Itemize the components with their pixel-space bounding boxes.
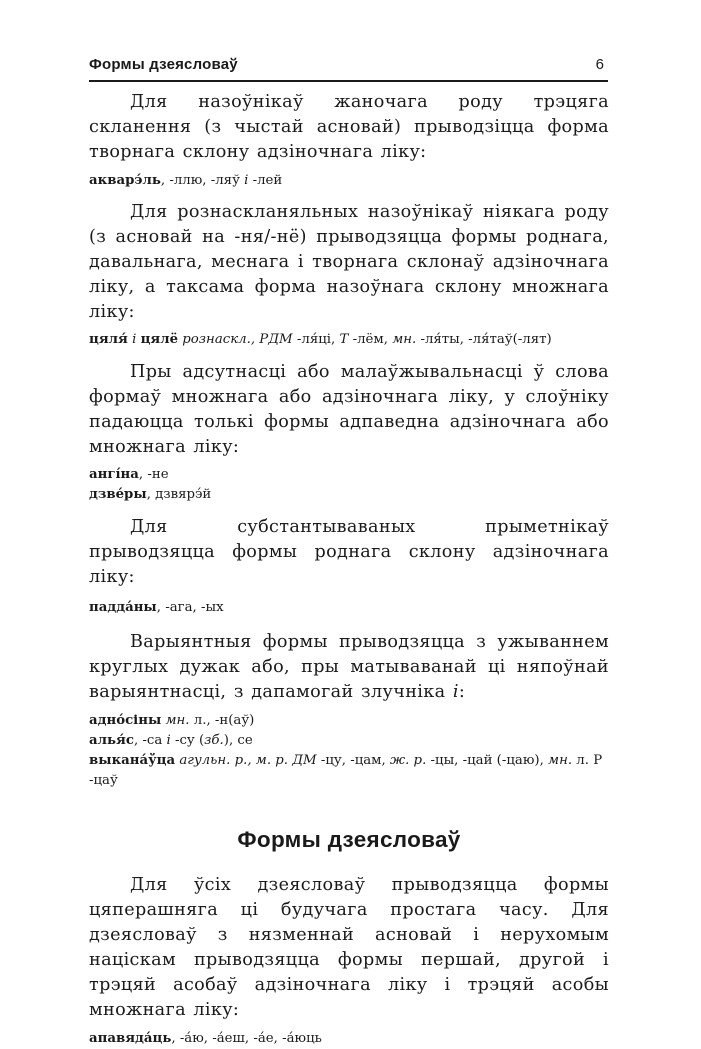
example-text: , дзвярэ́й xyxy=(146,487,212,502)
example-5b xyxy=(89,731,609,751)
example-text: -лей xyxy=(248,173,283,188)
example-1 xyxy=(89,171,609,191)
headword: цяля́ xyxy=(89,332,128,347)
example-text: л., -н(аў) xyxy=(193,713,255,728)
example-6 xyxy=(89,1029,609,1049)
paragraph-text: : xyxy=(458,682,466,702)
example-italic: і xyxy=(127,332,141,347)
example-4 xyxy=(89,598,609,618)
example-2 xyxy=(89,330,609,350)
example-italic: агульн. р., м. р. ДМ xyxy=(175,753,321,768)
headword: выкана́ўца xyxy=(89,753,176,768)
headword: акварэ́ль xyxy=(89,173,161,188)
example-text: , -не xyxy=(138,467,169,482)
headword: алья́с xyxy=(89,733,134,748)
headword: падда́ны xyxy=(89,600,157,615)
example-3b xyxy=(89,485,609,505)
example-italic: мн. xyxy=(161,713,194,728)
paragraph-6: Для ўсіх дзеясловаў прыводзяцца формы цяперашняга ці будучага простага часу. Для дзеясловаў з нязменнай асновай і нерухомым націскам прыводзяцца формы першай, другой і трэцяй асобаў адзіночнага ліку і трэцяй асобы множнага ліку: xyxy=(89,875,609,1020)
headword: апавяда́ць xyxy=(89,1031,172,1046)
example-text: -цы, -цай (-цаю), xyxy=(426,753,549,768)
running-header xyxy=(89,56,608,82)
section-heading: Формы дзеясловаў xyxy=(237,827,461,852)
example-text: -ля́ты, -ля́таў(-лят) xyxy=(416,332,552,347)
paragraph-3: Пры адсутнасці або малаўжывальнасці ў слова формаў множнага або адзіночнага ліку, у слоўніку падаюцца толькі формы адпаведна адзіночнага або множнага ліку: xyxy=(89,362,609,457)
example-text: , -ллю, -ляў xyxy=(160,173,245,188)
example-text: -цу, -цам, xyxy=(320,753,390,768)
paragraph-5 xyxy=(89,630,609,705)
example-text: -су ( xyxy=(170,733,205,748)
example-text: ), се xyxy=(223,733,253,748)
example-italic: і xyxy=(166,733,171,748)
running-header-title: Формы дзеясловаў xyxy=(89,56,238,73)
example-italic: Т xyxy=(339,332,349,347)
example-italic: рознаскл., РДМ xyxy=(178,332,297,347)
paragraph-1: Для назоўнікаў жаночага роду трэцяга скланення (з чыстай асновай) прыводзіцца форма творнага склону адзіночнага ліку: xyxy=(89,92,609,162)
example-3a xyxy=(89,465,609,485)
example-italic: мн. xyxy=(548,753,573,768)
page-number: 6 xyxy=(595,56,604,73)
headword: адно́сіны xyxy=(89,713,162,728)
example-italic: ж. р. xyxy=(389,753,427,768)
headword: дзве́ры xyxy=(89,487,147,502)
headword: цялё xyxy=(140,332,179,347)
page-body xyxy=(89,90,609,1049)
paragraph-italic: і xyxy=(452,682,459,702)
example-text: , -ага, -ых xyxy=(156,600,224,615)
example-italic: і xyxy=(244,173,249,188)
example-text: -ля́ці, xyxy=(296,332,340,347)
example-italic: зб. xyxy=(204,733,224,748)
headword: ангі́на xyxy=(89,467,139,482)
example-text: -лём, xyxy=(348,332,393,347)
example-5c xyxy=(89,751,609,791)
paragraph-4: Для субстантываваных прыметнікаў прыводзяцца формы роднага склону адзіночнага ліку: xyxy=(89,517,609,587)
paragraph-2: Для рознаскланяльных назоўнікаў ніякага роду (з асновай на -ня/-нё) прыводзяцца формы роднага, давальнага, меснага і творнага склонаў адзіночнага ліку, а таксама форма назоўнага склону множнага ліку: xyxy=(89,202,609,322)
example-text: , -са xyxy=(133,733,167,748)
example-text: л. Р -цаў xyxy=(89,753,603,788)
example-5a xyxy=(89,711,609,731)
paragraph-text: Варыянтныя формы прыводзяцца з ужываннем круглых дужак або, пры матываванай ці няпоўнай варыянтнасці, з дапамогай злучніка xyxy=(89,632,609,702)
example-text: , -а́ю, -а́еш, -а́е, -а́юць xyxy=(171,1031,322,1046)
example-italic: мн. xyxy=(392,332,417,347)
